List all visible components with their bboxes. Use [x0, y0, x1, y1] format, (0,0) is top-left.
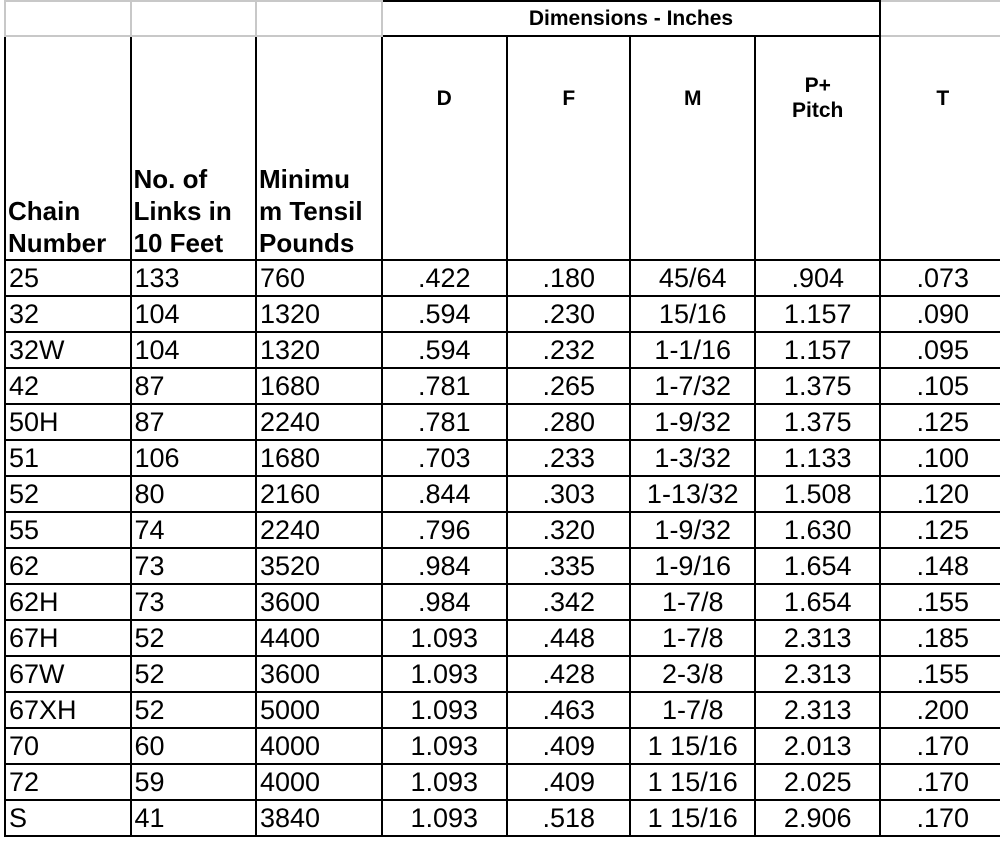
cell-f[interactable]: .463 [507, 692, 630, 728]
cell-t[interactable]: .170 [880, 800, 1000, 836]
cell-links[interactable]: 52 [131, 620, 257, 656]
table-row [5, 332, 1000, 368]
table-row [5, 548, 1000, 584]
table-row [5, 656, 1000, 692]
header-tensile-line3: Pounds [259, 228, 355, 258]
header-f-label: F [562, 86, 576, 110]
cell-pitch[interactable]: 1.630 [755, 512, 881, 548]
cell-f[interactable]: .342 [507, 584, 630, 620]
cell-links[interactable]: 104 [131, 296, 257, 332]
cell-t[interactable]: .125 [880, 404, 1000, 440]
blank-cell[interactable] [880, 1, 1000, 36]
cell-pitch[interactable]: 1.654 [755, 548, 881, 584]
cell-pitch[interactable]: 1.508 [755, 476, 881, 512]
cell-links[interactable]: 104 [131, 332, 257, 368]
table-row [5, 512, 1000, 548]
cell-links[interactable]: 59 [131, 764, 257, 800]
cell-pitch[interactable]: 1.375 [755, 368, 881, 404]
cell-tensile[interactable]: 1320 [256, 296, 382, 332]
cell-pitch[interactable]: 2.025 [755, 764, 881, 800]
cell-tensile[interactable]: 4000 [256, 728, 382, 764]
header-m[interactable] [630, 36, 754, 260]
cell-chain-number[interactable]: 32 [5, 296, 131, 332]
header-links-line1: No. of [133, 164, 208, 194]
cell-f[interactable]: .409 [507, 764, 630, 800]
cell-f[interactable]: .233 [507, 440, 630, 476]
table-row [5, 692, 1000, 728]
cell-t[interactable]: .170 [880, 728, 1000, 764]
blank-cell[interactable] [5, 1, 131, 36]
cell-d[interactable]: .984 [382, 548, 508, 584]
cell-t[interactable]: .200 [880, 692, 1000, 728]
cell-m[interactable]: 1 15/16 [630, 728, 754, 764]
cell-d[interactable]: .844 [382, 476, 508, 512]
header-tensile[interactable] [256, 36, 382, 260]
cell-m[interactable]: 2-3/8 [630, 656, 754, 692]
table-row [5, 584, 1000, 620]
header-d-label: D [436, 86, 452, 110]
cell-f[interactable]: .335 [507, 548, 630, 584]
cell-tensile[interactable]: 4400 [256, 620, 382, 656]
cell-m[interactable]: 1-7/32 [630, 368, 754, 404]
cell-m[interactable]: 1-9/32 [630, 512, 754, 548]
table-body [5, 260, 1000, 836]
cell-f[interactable]: .180 [507, 260, 630, 296]
cell-t[interactable]: .073 [880, 260, 1000, 296]
table-row [5, 476, 1000, 512]
cell-chain-number[interactable]: 25 [5, 260, 131, 296]
cell-tensile[interactable]: 3600 [256, 584, 382, 620]
cell-t[interactable]: .120 [880, 476, 1000, 512]
cell-t[interactable]: .105 [880, 368, 1000, 404]
blank-cell[interactable] [131, 1, 257, 36]
table-row [5, 368, 1000, 404]
header-tensile-line2: m Tensil [259, 196, 363, 226]
cell-t[interactable]: .155 [880, 656, 1000, 692]
header-f[interactable] [507, 36, 630, 260]
cell-tensile[interactable]: 1320 [256, 332, 382, 368]
group-header-row [5, 1, 1000, 36]
cell-m[interactable]: 1 15/16 [630, 800, 754, 836]
cell-t[interactable]: .125 [880, 512, 1000, 548]
cell-chain-number[interactable]: 42 [5, 368, 131, 404]
cell-d[interactable]: 1.093 [382, 692, 508, 728]
cell-m[interactable]: 1 15/16 [630, 764, 754, 800]
cell-f[interactable]: .409 [507, 728, 630, 764]
table-row [5, 260, 1000, 296]
table-row [5, 728, 1000, 764]
cell-pitch[interactable]: 2.313 [755, 692, 881, 728]
cell-d[interactable]: .422 [382, 260, 508, 296]
cell-f[interactable]: .230 [507, 296, 630, 332]
cell-t[interactable]: .095 [880, 332, 1000, 368]
header-m-label: M [683, 86, 702, 110]
cell-f[interactable]: .518 [507, 800, 630, 836]
dimensions-group-label: Dimensions - Inches [528, 6, 734, 30]
cell-links[interactable]: 87 [131, 368, 257, 404]
cell-chain-number[interactable]: 67W [5, 656, 131, 692]
cell-d[interactable]: 1.093 [382, 620, 508, 656]
cell-chain-number[interactable]: 67XH [5, 692, 131, 728]
cell-tensile[interactable]: 2240 [256, 512, 382, 548]
cell-chain-number[interactable]: 52 [5, 476, 131, 512]
cell-pitch[interactable]: 2.313 [755, 620, 881, 656]
cell-chain-number[interactable]: 50H [5, 404, 131, 440]
cell-chain-number[interactable]: S [5, 800, 131, 836]
cell-d[interactable]: .594 [382, 296, 508, 332]
cell-links[interactable]: 60 [131, 728, 257, 764]
cell-t[interactable]: .155 [880, 584, 1000, 620]
cell-m[interactable]: 1-1/16 [630, 332, 754, 368]
table-row [5, 764, 1000, 800]
cell-chain-number[interactable]: 62H [5, 584, 131, 620]
cell-chain-number[interactable]: 51 [5, 440, 131, 476]
header-t-label: T [936, 86, 950, 110]
header-chain-number-line1: Chain [8, 196, 81, 226]
table-row [5, 800, 1000, 836]
cell-d[interactable]: 1.093 [382, 728, 508, 764]
cell-tensile[interactable]: 2240 [256, 404, 382, 440]
table-row [5, 296, 1000, 332]
cell-links[interactable]: 80 [131, 476, 257, 512]
cell-chain-number[interactable]: 55 [5, 512, 131, 548]
header-p-pitch[interactable] [755, 36, 881, 260]
cell-m[interactable]: 1-9/16 [630, 548, 754, 584]
header-tensile-line1: Minimu [259, 164, 350, 194]
cell-d[interactable]: 1.093 [382, 800, 508, 836]
table-row [5, 620, 1000, 656]
cell-tensile[interactable]: 3520 [256, 548, 382, 584]
cell-d[interactable]: .703 [382, 440, 508, 476]
cell-chain-number[interactable]: 32W [5, 332, 131, 368]
cell-pitch[interactable]: 2.313 [755, 656, 881, 692]
cell-pitch[interactable]: .904 [755, 260, 881, 296]
chain-dimensions-table [4, 0, 1000, 837]
header-p-pitch-label [756, 73, 880, 123]
cell-links[interactable]: 52 [131, 692, 257, 728]
cell-d[interactable]: 1.093 [382, 764, 508, 800]
cell-chain-number[interactable]: 67H [5, 620, 131, 656]
cell-tensile[interactable]: 1680 [256, 440, 382, 476]
cell-links[interactable]: 133 [131, 260, 257, 296]
cell-tensile[interactable]: 2160 [256, 476, 382, 512]
cell-f[interactable]: .232 [507, 332, 630, 368]
cell-t[interactable]: .170 [880, 764, 1000, 800]
cell-tensile[interactable]: 3600 [256, 656, 382, 692]
cell-f[interactable]: .428 [507, 656, 630, 692]
cell-d[interactable]: .796 [382, 512, 508, 548]
cell-pitch[interactable]: 1.654 [755, 584, 881, 620]
header-p-line2: Pitch [792, 99, 844, 122]
header-t[interactable] [880, 36, 1000, 260]
cell-m[interactable]: 1-13/32 [630, 476, 754, 512]
cell-links[interactable]: 52 [131, 656, 257, 692]
cell-tensile[interactable]: 3840 [256, 800, 382, 836]
cell-t[interactable]: .100 [880, 440, 1000, 476]
header-links-line3: 10 Feet [133, 228, 224, 258]
cell-f[interactable]: .320 [507, 512, 630, 548]
cell-pitch[interactable]: 2.906 [755, 800, 881, 836]
cell-d[interactable]: .984 [382, 584, 508, 620]
cell-f[interactable]: .448 [507, 620, 630, 656]
header-chain-number[interactable] [5, 36, 131, 260]
cell-pitch[interactable]: 1.157 [755, 332, 881, 368]
header-chain-number-line2: Number [8, 228, 107, 258]
cell-tensile[interactable]: 1680 [256, 368, 382, 404]
cell-t[interactable]: .148 [880, 548, 1000, 584]
cell-links[interactable]: 106 [131, 440, 257, 476]
cell-chain-number[interactable]: 70 [5, 728, 131, 764]
cell-d[interactable]: .781 [382, 368, 508, 404]
cell-tensile[interactable]: 760 [256, 260, 382, 296]
cell-d[interactable]: 1.093 [382, 656, 508, 692]
cell-m[interactable]: 1-3/32 [630, 440, 754, 476]
cell-tensile[interactable]: 5000 [256, 692, 382, 728]
cell-m[interactable]: 1-7/8 [630, 620, 754, 656]
cell-t[interactable]: .090 [880, 296, 1000, 332]
cell-chain-number[interactable]: 72 [5, 764, 131, 800]
cell-d[interactable]: .594 [382, 332, 508, 368]
cell-links[interactable]: 87 [131, 404, 257, 440]
blank-cell[interactable] [256, 1, 382, 36]
table-row [5, 404, 1000, 440]
header-links[interactable] [131, 36, 257, 260]
cell-links[interactable]: 73 [131, 548, 257, 584]
cell-links[interactable]: 74 [131, 512, 257, 548]
cell-f[interactable]: .280 [507, 404, 630, 440]
cell-links[interactable]: 73 [131, 584, 257, 620]
dimensions-group-header[interactable] [382, 1, 881, 36]
cell-f[interactable]: .265 [507, 368, 630, 404]
cell-chain-number[interactable]: 62 [5, 548, 131, 584]
cell-pitch[interactable]: 1.375 [755, 404, 881, 440]
cell-tensile[interactable]: 4000 [256, 764, 382, 800]
cell-m[interactable]: 1-7/8 [630, 584, 754, 620]
cell-pitch[interactable]: 2.013 [755, 728, 881, 764]
cell-d[interactable]: .781 [382, 404, 508, 440]
header-links-line2: Links in [133, 196, 232, 226]
cell-m[interactable]: 15/16 [630, 296, 754, 332]
cell-pitch[interactable]: 1.157 [755, 296, 881, 332]
cell-m[interactable]: 45/64 [630, 260, 754, 296]
cell-pitch[interactable]: 1.133 [755, 440, 881, 476]
cell-t[interactable]: .185 [880, 620, 1000, 656]
cell-m[interactable]: 1-7/8 [630, 692, 754, 728]
table-row [5, 440, 1000, 476]
column-header-row [5, 36, 1000, 260]
header-d[interactable] [382, 36, 508, 260]
header-p-line1: P+ [804, 74, 831, 97]
cell-links[interactable]: 41 [131, 800, 257, 836]
cell-m[interactable]: 1-9/32 [630, 404, 754, 440]
cell-f[interactable]: .303 [507, 476, 630, 512]
